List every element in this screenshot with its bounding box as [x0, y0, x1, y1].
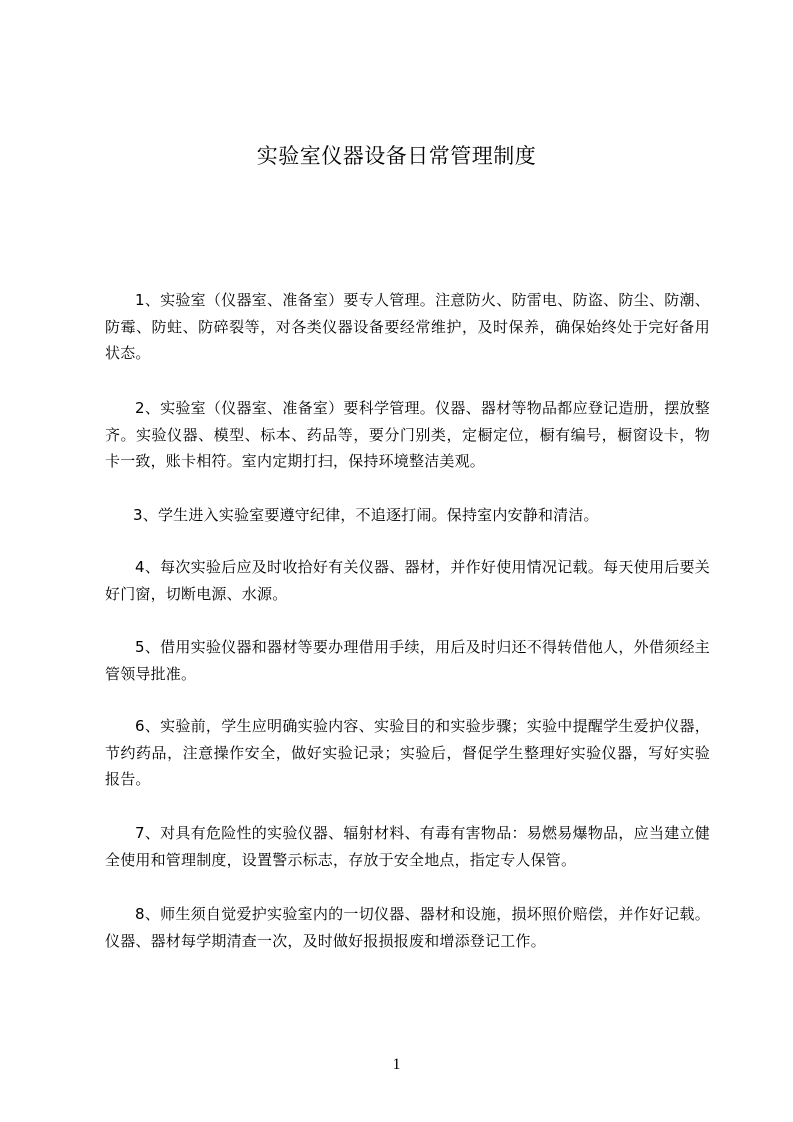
paragraph-8: 8、师生须自觉爱护实验室内的一切仪器、器材和设施，损坏照价赔偿，并作好记载。仪器、器材每学期清查一次，及时做好报损报废和增添登记工作。 [105, 905, 710, 950]
paragraph-7: 7、对具有危险性的实验仪器、辐射材料、有毒有害物品：易燃易爆物品，应当建立健全使用和管理制度，设置警示标志，存放于安全地点，指定专人保管。 [105, 824, 710, 869]
paragraph-5: 5、借用实验仪器和器材等要办理借用手续，用后及时归还不得转借他人，外借须经主管领导批准。 [105, 638, 710, 683]
paragraph-1: 1、实验室（仪器室、准备室）要专人管理。注意防火、防雷电、防盗、防尘、防潮、防霉、防蛀、防碎裂等，对各类仪器设备要经常维护，及时保养，确保始终处于完好备用状态。 [105, 291, 710, 362]
paragraph-2: 2、实验室（仪器室、准备室）要科学管理。仪器、器材等物品都应登记造册，摆放整齐。实验仪器、模型、标本、药品等，要分门别类，定橱定位，橱有编号，橱窗设卡，物卡一致，账卡相符。室内定期打扫，保持环境整洁美观。 [105, 399, 710, 470]
paragraph-3: 3、学生进入实验室要遵守纪律，不追逐打闹。保持室内安静和清洁。 [133, 506, 599, 524]
paragraph-6: 6、实验前，学生应明确实验内容、实验目的和实验步骤；实验中提醒学生爱护仪器，节约药品，注意操作安全，做好实验记录；实验后，督促学生整理好实验仪器，写好实验报告。 [105, 717, 710, 788]
paragraph-4: 4、每次实验后应及时收拾好有关仪器、器材，并作好使用情况记载。每天使用后要关好门窗，切断电源、水源。 [105, 558, 710, 603]
document-title: 实验室仪器设备日常管理制度 [256, 144, 537, 168]
page-number: 1 [392, 1056, 401, 1073]
